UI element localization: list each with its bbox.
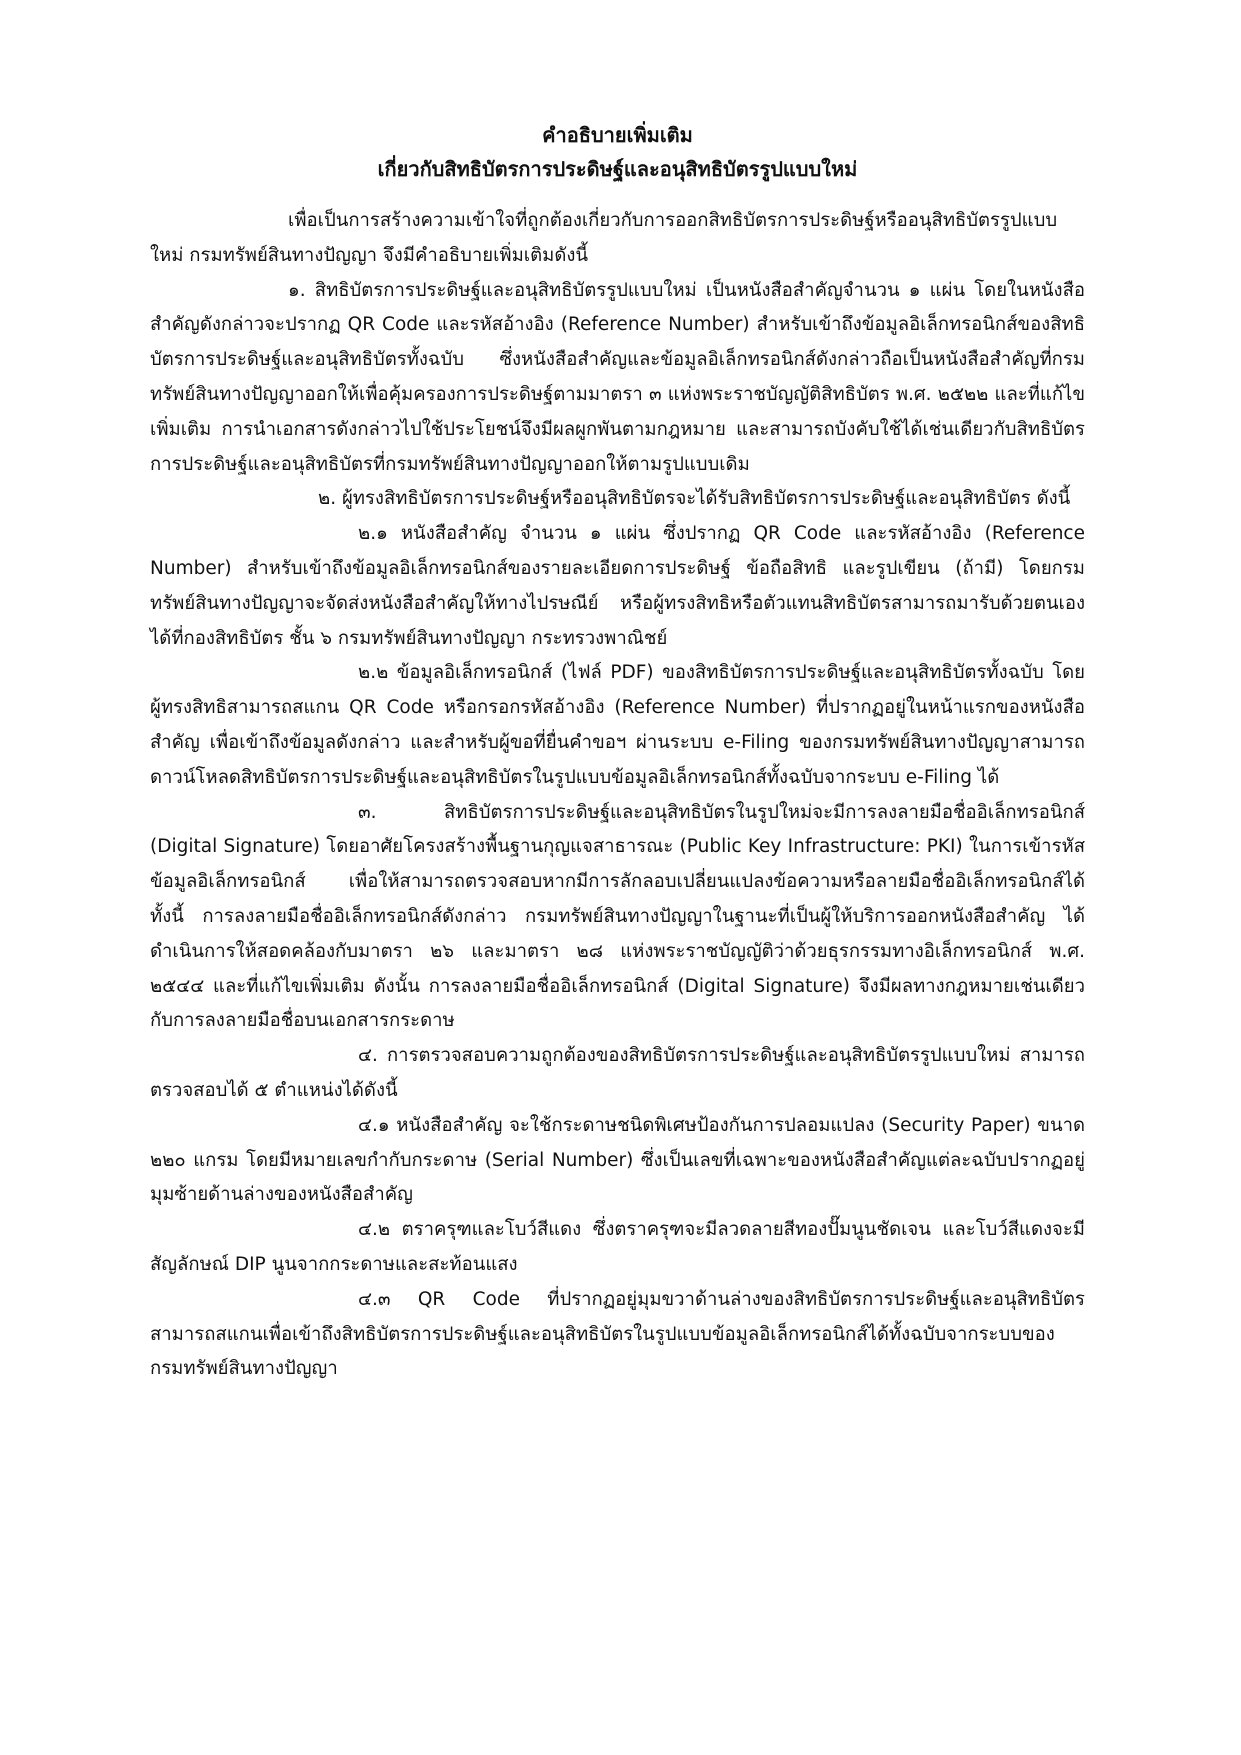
section-3-paragraph: ๓. สิทธิบัตรการประดิษฐ์และอนุสิทธิบัตรในรูปใหม่จะมีการลงลายมือชื่ออิเล็กทรอนิกส์ (Digital Signature) โดยอาศัยโครงสร้างพื้นฐานกุญแจสาธารณะ (Public Key Infrastructure: PKI) ในการเข้ารหัสข้อมูลอิเล็กทรอนิกส์ เพื่อให้สามารถตรวจสอบหากมีการลักลอบเปลี่ยนแปลงข้อความหรือลายมือชื่ออิเล็กทรอนิกส์ได้ ทั้งนี้ การลงลายมือชื่ออิเล็กทรอนิกส์ดังกล่าว กรมทรัพย์สินทางปัญญาในฐานะที่เป็นผู้ให้บริการออกหนังสือสำคัญ ได้ดำเนินการให้สอดคล้องกับมาตรา ๒๖ และมาตรา ๒๘ แห่งพระราชบัญญัติว่าด้วยธุรกรรมทางอิเล็กทรอนิกส์ พ.ศ. ๒๕๔๔ และที่แก้ไขเพิ่มเติม ดังนั้น การลงลายมือชื่ออิเล็กทรอนิกส์ (Digital Signature) จึงมีผลทางกฎหมายเช่นเดียวกับการลงลายมือชื่อบนเอกสารกระดาษ <box>150 801 1085 1032</box>
section-2-2-paragraph: ๒.๒ ข้อมูลอิเล็กทรอนิกส์ (ไฟล์ PDF) ของสิทธิบัตรการประดิษฐ์และอนุสิทธิบัตรทั้งฉบับ โดยผู้ทรงสิทธิสามารถสแกน QR Code หรือกรอกรหัสอ้างอิง (Reference Number) ที่ปรากฏอยู่ในหน้าแรกของหนังสือสำคัญ เพื่อเข้าถึงข้อมูลดังกล่าว และสำหรับผู้ขอที่ยื่นคำขอฯ ผ่านระบบ e-Filing ของกรมทรัพย์สินทางปัญญาสามารถดาวน์โหลดสิทธิบัตรการประดิษฐ์และอนุสิทธิบัตรในรูปแบบข้อมูลอิเล็กทรอนิกส์ทั้งฉบับจากระบบ e-Filing ได้ <box>150 662 1085 788</box>
section-2-paragraph: ๒. ผู้ทรงสิทธิบัตรการประดิษฐ์หรืออนุสิทธิบัตรจะได้รับสิทธิบัตรการประดิษฐ์และอนุสิทธิบัตร ดังนี้ <box>318 488 1071 510</box>
document-page <box>150 118 1085 1387</box>
section-4-3-paragraph: ๔.๓ QR Code ที่ปรากฏอยู่มุมขวาด้านล่างของสิทธิบัตรการประดิษฐ์และอนุสิทธิบัตร สามารถสแกนเพื่อเข้าถึงสิทธิบัตรการประดิษฐ์และอนุสิทธิบัตรในรูปแบบข้อมูลอิเล็กทรอนิกส์ได้ทั้งฉบับจากระบบของกรมทรัพย์สินทางปัญญา <box>150 1288 1085 1380</box>
section-4-2-paragraph: ๔.๒ ตราครุฑและโบว์สีแดง ซึ่งตราครุฑจะมีลวดลายสีทองปั๊มนูนชัดเจน และโบว์สีแดงจะมีสัญลักษณ์ DIP นูนจากกระดาษและสะท้อนแสง <box>150 1219 1085 1275</box>
section-4-paragraph: ๔. การตรวจสอบความถูกต้องของสิทธิบัตรการประดิษฐ์และอนุสิทธิบัตรรูปแบบใหม่ สามารถตรวจสอบได้ ๕ ตำแหน่งได้ดังนี้ <box>150 1045 1085 1101</box>
section-2-1-paragraph: ๒.๑ หนังสือสำคัญ จำนวน ๑ แผ่น ซึ่งปรากฏ QR Code และรหัสอ้างอิง (Reference Number) สำหรับเข้าถึงข้อมูลอิเล็กทรอนิกส์ของรายละเอียดการประดิษฐ์ ข้อถือสิทธิ และรูปเขียน (ถ้ามี) โดยกรมทรัพย์สินทางปัญญาจะจัดส่งหนังสือสำคัญให้ทางไปรษณีย์ หรือผู้ทรงสิทธิหรือตัวแทนสิทธิบัตรสามารถมารับด้วยตนเองได้ที่กองสิทธิบัตร ชั้น ๖ กรมทรัพย์สินทางปัญญา กระทรวงพาณิชย์ <box>150 523 1085 649</box>
section-4-1-paragraph: ๔.๑ หนังสือสำคัญ จะใช้กระดาษชนิดพิเศษป้องกันการปลอมแปลง (Security Paper) ขนาด ๒๒๐ แกรม โดยมีหมายเลขกำกับกระดาษ (Serial Number) ซึ่งเป็นเลขที่เฉพาะของหนังสือสำคัญแต่ละฉบับปรากฏอยู่มุมซ้ายด้านล่างของหนังสือสำคัญ <box>150 1114 1085 1206</box>
section-1-paragraph: ๑. สิทธิบัตรการประดิษฐ์และอนุสิทธิบัตรรูปแบบใหม่ เป็นหนังสือสำคัญจำนวน ๑ แผ่น โดยในหนังสือสำคัญดังกล่าวจะปรากฏ QR Code และรหัสอ้างอิง (Reference Number) สำหรับเข้าถึงข้อมูลอิเล็กทรอนิกส์ของสิทธิบัตรการประดิษฐ์และอนุสิทธิบัตรทั้งฉบับ ซึ่งหนังสือสำคัญและข้อมูลอิเล็กทรอนิกส์ดังกล่าวถือเป็นหนังสือสำคัญที่กรมทรัพย์สินทางปัญญาออกให้เพื่อคุ้มครองการประดิษฐ์ตามมาตรา ๓ แห่งพระราชบัญญัติสิทธิบัตร พ.ศ. ๒๕๒๒ และที่แก้ไขเพิ่มเติม การนำเอกสารดังกล่าวไปใช้ประโยชน์จึงมีผลผูกพันตามกฎหมาย และสามารถบังคับใช้ได้เช่นเดียวกับสิทธิบัตรการประดิษฐ์และอนุสิทธิบัตรที่กรมทรัพย์สินทางปัญญาออกให้ตามรูปแบบเดิม <box>150 279 1085 475</box>
document-title: คำอธิบายเพิ่มเติม <box>542 123 693 147</box>
document-subtitle: เกี่ยวกับสิทธิบัตรการประดิษฐ์และอนุสิทธิบัตรรูปแบบใหม่ <box>377 157 858 181</box>
document-title-block <box>150 118 1085 186</box>
intro-paragraph: เพื่อเป็นการสร้างความเข้าใจที่ถูกต้องเกี่ยวกับการออกสิทธิบัตรการประดิษฐ์หรืออนุสิทธิบัตรรูปแบบใหม่ กรมทรัพย์สินทางปัญญา จึงมีคำอธิบายเพิ่มเติมดังนี้ <box>150 210 1058 266</box>
